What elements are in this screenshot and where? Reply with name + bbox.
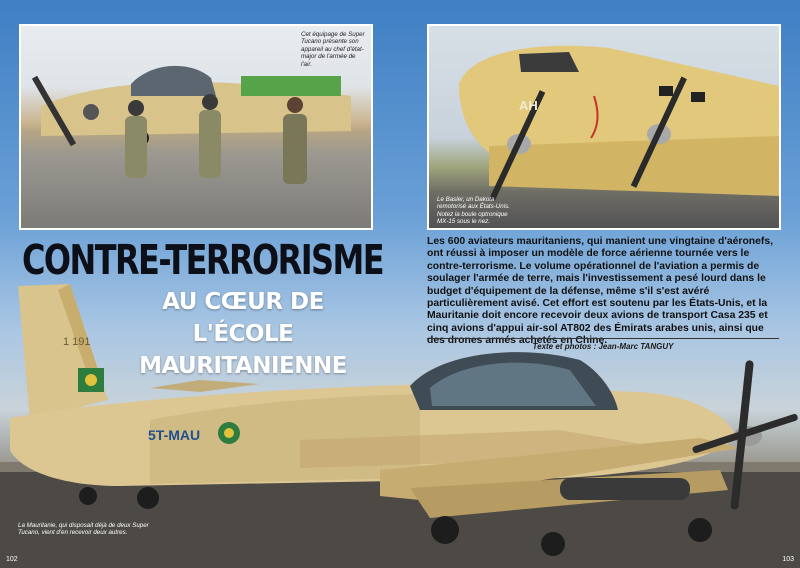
- author-credit: Texte et photos : Jean-Marc TANGUY: [427, 338, 779, 351]
- subtitle-line-1: AU CŒUR DE L'ÉCOLE: [162, 289, 324, 347]
- subtitle-line-2: MAURITANIENNE: [139, 353, 347, 379]
- dakota-photo: [427, 24, 781, 230]
- tucano-photo-caption: La Mauritanie, qui disposait déjà de deux Super Tucano, vient d'en recevoir deux autres.: [18, 522, 149, 537]
- page-number-right: 103: [782, 556, 794, 563]
- page-number-left: 102: [6, 556, 18, 563]
- crew-photo: [19, 24, 373, 230]
- dakota-code-marking: AH: [519, 98, 538, 113]
- article-intro: Les 600 aviateurs mauritaniens, qui manient une vingtaine d'aéronefs, ont réussi à imposer un modèle de force aérienne tournée vers le contre-terrorisme. Le volume opérationnel de l'aviation a permis de soulager l'armée de terre, mais l'investissement a pesé lourd dans le budget d'équipement de la défense, même s'il s'est avéré particulièrement avisé. Cet effort est soutenu par les États-Unis, et la Mauritanie doit encore recevoir deux avions de transport Casa 235 et cinq avions d'appui air-sol AT802 des Émirats arabes unis, ainsi que des drones armés achetés en Chine.: [427, 236, 774, 347]
- crew-photo-caption: Cet équipage de Super Tucano présente son appareil au chef d'état-major de l'armée de l'air.: [301, 31, 365, 68]
- article-title: CONTRE-TERRORISME: [22, 236, 384, 284]
- dakota-photo-caption: Le Basler, un Dakota remotorisé aux États-Unis. Notez la boule optronique MX-15 sous le nez.: [437, 196, 510, 226]
- article-subtitle: [113, 286, 373, 382]
- registration-marking: 5T-MAU: [148, 427, 201, 443]
- tail-number: 1 191: [63, 336, 91, 348]
